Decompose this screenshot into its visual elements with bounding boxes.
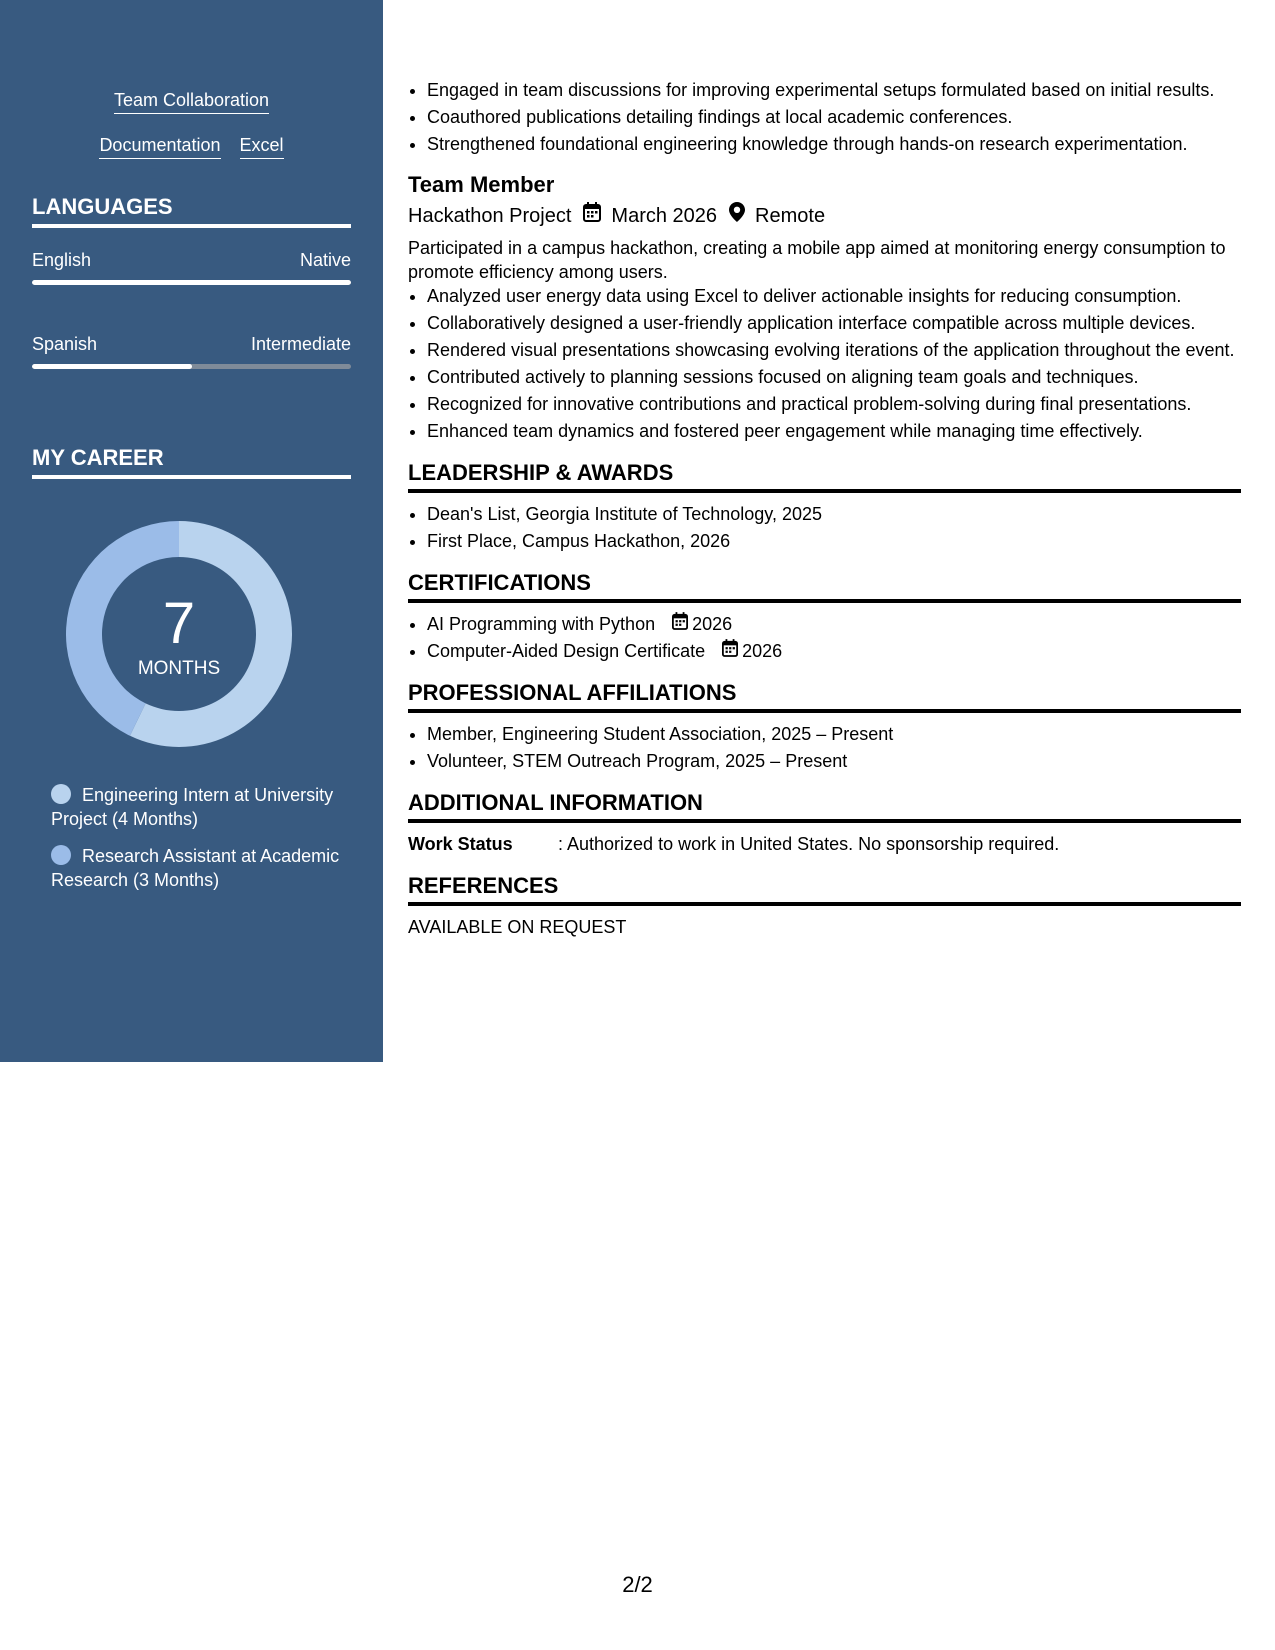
list-item: • Recognized for innovative contributions and practical problem-solving during final presentations. — [427, 392, 1241, 416]
language-level: Native — [299, 250, 351, 270]
language-item — [32, 249, 351, 285]
skills-row — [32, 88, 351, 114]
career-legend-label: Research Assistant at Academic Research (3 Months) — [51, 846, 340, 890]
list-item: • First Place, Campus Hackathon, 2026 — [427, 529, 1241, 553]
role-location: Remote — [755, 205, 826, 227]
career-heading: MY CAREER — [32, 443, 351, 479]
list-item: • Strengthened foundational engineering knowledge through hands-on research experimentation. — [427, 132, 1241, 156]
calendar-icon — [672, 612, 692, 636]
prior-role-bullets — [408, 78, 1241, 156]
list-item: • Volunteer, STEM Outreach Program, 2025 – Present — [427, 749, 1241, 773]
skill-tag: Team Collaboration — [114, 88, 269, 114]
list-item: • Rendered visual presentations showcasing evolving iterations of the application throughout the event. — [427, 338, 1241, 362]
certifications-heading: CERTIFICATIONS — [408, 569, 1241, 603]
list-item: • Contributed actively to planning sessions focused on aligning team goals and techniques. — [427, 365, 1241, 389]
list-item — [427, 639, 1241, 663]
work-status-value: : Authorized to work in United States. No sponsorship required. — [558, 834, 1060, 854]
references-heading: REFERENCES — [408, 872, 1241, 906]
list-item — [427, 612, 1241, 636]
language-name: Spanish — [32, 334, 98, 354]
career-legend-label: Engineering Intern at University Project (4 Months) — [51, 785, 334, 829]
career-legend-item — [51, 783, 351, 831]
role-bullets — [408, 284, 1241, 443]
language-proficiency-fill — [32, 280, 351, 285]
career-legend-item — [51, 844, 351, 892]
career-legend — [32, 783, 351, 892]
list-item: • Member, Engineering Student Association, 2025 – Present — [427, 722, 1241, 746]
list-item: • Analyzed user energy data using Excel to deliver actionable insights for reducing consumption. — [427, 284, 1241, 308]
affiliations-list — [408, 722, 1241, 773]
leadership-list — [408, 502, 1241, 553]
language-proficiency-fill — [32, 364, 192, 369]
languages-heading: LANGUAGES — [32, 192, 351, 228]
certification-year: 2026 — [692, 614, 733, 634]
career-total-unit: MONTHS — [137, 658, 221, 679]
references-text: AVAILABLE ON REQUEST — [408, 917, 627, 937]
list-item: • Enhanced team dynamics and fostered peer engagement while managing time effectively. — [427, 419, 1241, 443]
language-item — [32, 333, 351, 369]
certification-year: 2026 — [742, 641, 783, 661]
role-date: March 2026 — [611, 205, 718, 227]
affiliations-heading: PROFESSIONAL AFFILIATIONS — [408, 679, 1241, 713]
career-total-number: 7 — [162, 591, 196, 656]
main-content — [408, 78, 1241, 939]
leadership-heading: LEADERSHIP & AWARDS — [408, 459, 1241, 493]
skills-row — [32, 133, 351, 159]
skills-list — [32, 88, 351, 159]
skill-tag: Documentation — [99, 133, 220, 159]
calendar-icon — [583, 202, 601, 230]
legend-dot-icon — [51, 845, 71, 865]
legend-dot-icon — [51, 784, 71, 804]
work-status-row — [408, 832, 1241, 856]
language-proficiency-bar — [32, 280, 351, 285]
certification-name: Computer-Aided Design Certificate — [427, 641, 706, 661]
language-proficiency-bar — [32, 364, 351, 369]
language-level: Intermediate — [250, 334, 351, 354]
certifications-list — [408, 612, 1241, 663]
role-meta — [408, 202, 1241, 230]
calendar-icon — [722, 639, 742, 663]
role-description: Participated in a campus hackathon, creating a mobile app aimed at monitoring energy consumption to promote efficiency among users. — [408, 238, 1226, 282]
list-item: • Dean's List, Georgia Institute of Technology, 2025 — [427, 502, 1241, 526]
list-item: • Engaged in team discussions for improving experimental setups formulated based on initial results. — [427, 78, 1241, 102]
language-name: English — [32, 250, 92, 270]
skill-tag: Excel — [240, 133, 284, 159]
career-donut-chart — [66, 521, 292, 747]
additional-info-heading: ADDITIONAL INFORMATION — [408, 789, 1241, 823]
work-status-label: Work Status — [408, 834, 513, 854]
role-company: Hackathon Project — [408, 205, 572, 227]
location-pin-icon — [729, 202, 745, 230]
role-title: Team Member — [408, 172, 555, 197]
list-item: • Collaboratively designed a user-friendly application interface compatible across multiple devices. — [427, 311, 1241, 335]
sidebar — [0, 0, 383, 1062]
certification-name: AI Programming with Python — [427, 614, 656, 634]
list-item: • Coauthored publications detailing findings at local academic conferences. — [427, 105, 1241, 129]
page-number: 2/2 — [622, 1572, 653, 1597]
